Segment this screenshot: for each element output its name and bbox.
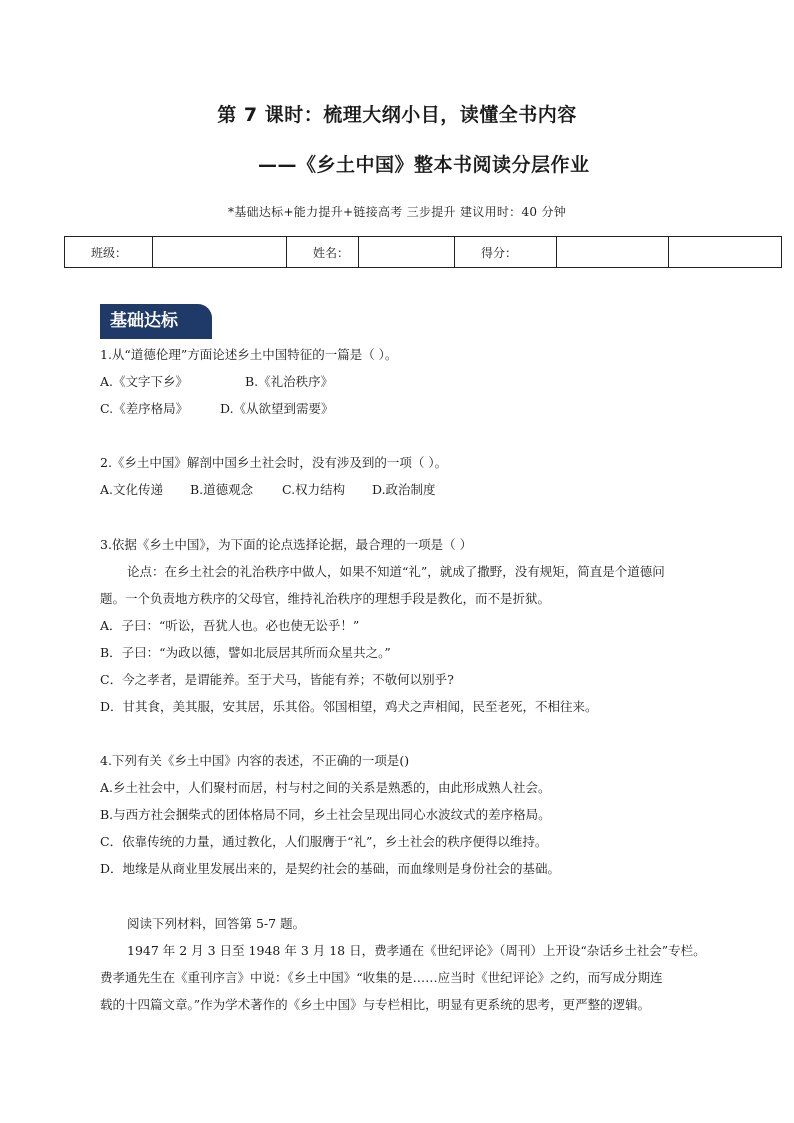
q2-option-c: C.权力结构 [282,482,346,497]
name-label: 姓名： [287,237,359,268]
info-table [64,236,782,268]
q3-option-c: C．今之孝者，是谓能养。至于犬马，皆能有养；不敬何以别乎? [100,672,454,687]
score-label: 得分： [455,237,557,268]
extra-field[interactable] [669,237,782,268]
section-divider [100,337,212,339]
class-label: 班级： [65,237,153,268]
q1-stem: 1.从“道德伦理”方面论述乡土中国特征的一篇是（ ）。 [100,347,398,362]
tagline: *基础达标+能力提升+链接高考 三步提升 建议用时：40 分钟 [227,205,567,219]
page-subtitle: ——《乡土中国》整本书阅读分层作业 [258,154,590,176]
q2-option-a: A.文化传递 [100,482,164,497]
q1-options-row1 [100,372,333,392]
section-title: 基础达标 [100,304,212,338]
q1-option-a: A.《文字下乡》 [100,374,189,389]
q3-stem: 3.依据《乡土中国》，为下面的论点选择论据，最合理的一项是（ ） [100,537,473,552]
q2-options [100,480,436,500]
q1-option-d: D.《从欲望到需要》 [220,401,334,416]
q4-option-b: B.与西方社会捆柴式的团体格局不同，乡土社会呈现出同心水波纹式的差序格局。 [100,807,551,822]
q1-option-c: C.《差序格局》 [100,401,189,416]
reading-intro: 阅读下列材料，回答第 5-7 题。 [127,916,306,931]
name-field[interactable] [359,237,455,268]
class-field[interactable] [153,237,287,268]
q3-option-a: A．子曰：“听讼，吾犹人也。必也使无讼乎！” [100,618,360,633]
reading-paragraph-line1: 1947 年 2 月 3 日至 1948 年 3 月 18 日，费孝通在《世纪评论》（周刊）上开设“杂话乡土社会”专栏。 [127,943,706,958]
q2-option-d: D.政治制度 [372,482,436,497]
page-title: 第 7 课时：梳理大纲小目，读懂全书内容 [217,104,577,126]
q4-option-c: C．依靠传统的力量，通过教化，人们服膺于“礼”，乡土社会的秩序便得以维持。 [100,834,548,849]
q3-argument-line1: 论点：在乡土社会的礼治秩序中做人，如果不知道“礼”，就成了撒野，没有规矩，简直是个道德问 [127,564,665,579]
q4-option-d: D．地缘是从商业里发展出来的，是契约社会的基础，而血缘则是身份社会的基础。 [100,861,561,876]
q2-option-b: B.道德观念 [190,482,254,497]
q3-option-d: D．甘其食，美其服，安其居，乐其俗。邻国相望，鸡犬之声相闻，民至老死，不相往来。 [100,699,598,714]
q4-stem: 4.下列有关《乡土中国》内容的表述，不正确的一项是() [100,753,410,768]
q4-option-a: A.乡土社会中，人们聚村而居，村与村之间的关系是熟悉的，由此形成熟人社会。 [100,780,551,795]
q3-option-b: B．子曰：“为政以德，譬如北辰居其所而众星共之。” [100,645,391,660]
reading-paragraph-line3: 载的十四篇文章。”作为学术著作的《乡土中国》与专栏相比，明显有更系统的思考，更严整的逻辑。 [100,997,651,1012]
q1-options-row2 [100,399,334,419]
q3-argument-line2: 题。一个负责地方秩序的父母官，维持礼治秩序的理想手段是教化，而不是折狱。 [100,591,551,606]
q1-option-b: B.《礼治秩序》 [245,374,334,389]
reading-paragraph-line2: 费孝通先生在《重刊序言》中说：《乡土中国》“收集的是……应当时《世纪评论》之约，而写成分期连 [100,970,663,985]
score-field[interactable] [557,237,669,268]
q2-stem: 2.《乡土中国》解剖中国乡土社会时，没有涉及到的一项（ ）。 [100,455,448,470]
